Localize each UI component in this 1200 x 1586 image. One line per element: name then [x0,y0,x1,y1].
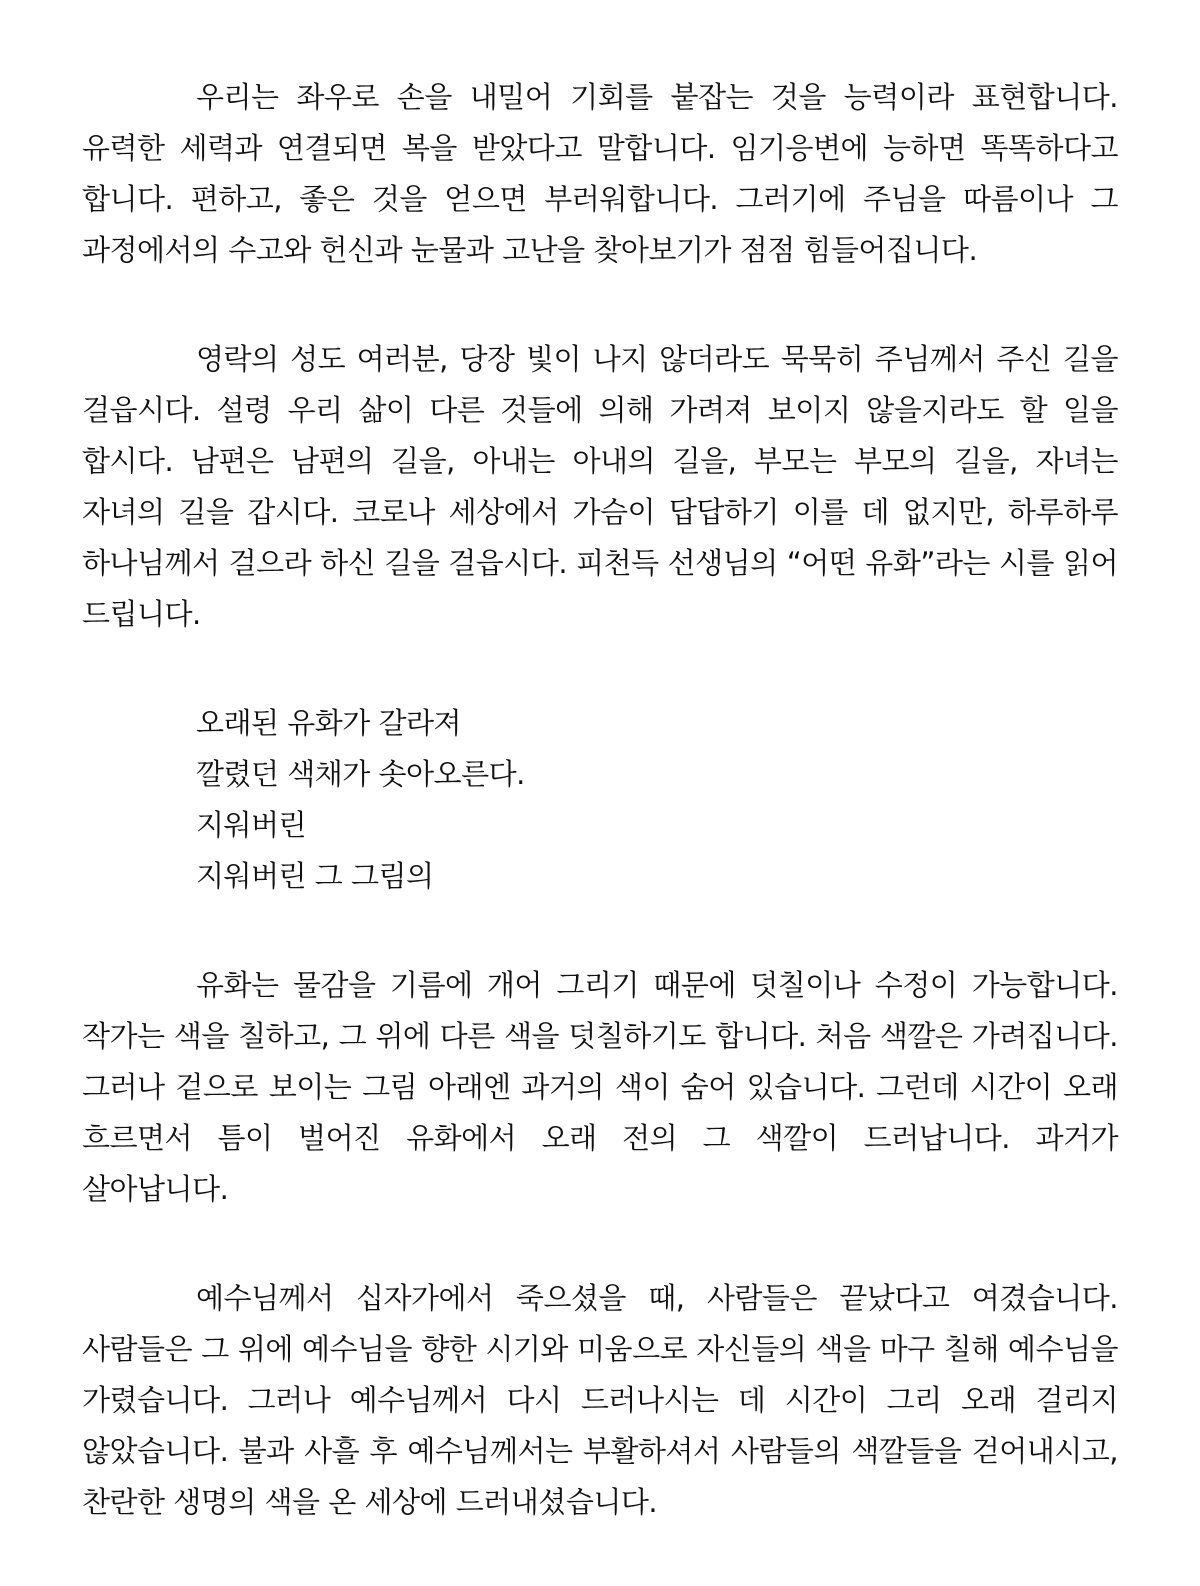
poem-line-4: 지워버린 그 그림의 [196,859,434,893]
poem-line-3: 지워버린 [196,808,307,842]
poem-block [196,698,1118,902]
poem-line-1: 오래된 유화가 갈라져 [196,706,462,740]
paragraph-2: 영락의 성도 여러분, 당장 빛이 나지 않더라도 묵묵히 주님께서 주신 길을 걸읍시다. 설령 우리 삶이 다른 것들에 의해 가려져 보이지 않을지라도 할 일을 합시다. 남편은 남편의 길을, 아내는 아내의 길을, 부모는 부모의 길을, 자녀는 자녀의 길을 갑시다. 코로나 세상에서 가슴이 답답하기 이를 데 없지만, 하루하루 하나님께서 걸으라 하신 길을 걸읍시다. 피천득 선생님의 “어떤 유화”라는 시를 읽어 드립니다. [82,342,1118,631]
poem-line-2: 깔렸던 색채가 솟아오른다. [196,757,525,791]
paragraph-4: 예수님께서 십자가에서 죽으셨을 때, 사람들은 끝났다고 여겼습니다. 사람들은 그 위에 예수님을 향한 시기와 미움으로 자신들의 색을 마구 칠해 예수님을 가렸습니다. 그러나 예수님께서 다시 드러나시는 데 시간이 그리 오래 걸리지 않았습니다. 불과 사흘 후 예수님께서는 부활하셔서 사람들의 색깔들을 걷어내시고, 찬란한 생명의 색을 온 세상에 드러내셨습니다. [82,1281,1118,1519]
document-page [82,72,1118,1586]
paragraph-3: 유화는 물감을 기름에 개어 그리기 때문에 덧칠이나 수정이 가능합니다. 작가는 색을 칠하고, 그 위에 다른 색을 덧칠하기도 합니다. 처음 색깔은 가려집니다. 그러나 겉으로 보이는 그림 아래엔 과거의 색이 숨어 있습니다. 그런데 시간이 오래 흐르면서 틈이 벌어진 유화에서 오래 전의 그 색깔이 드러납니다. 과거가 살아납니다. [82,968,1118,1206]
paragraph-1: 우리는 좌우로 손을 내밀어 기회를 붙잡는 것을 능력이라 표현합니다. 유력한 세력과 연결되면 복을 받았다고 말합니다. 임기응변에 능하면 똑똑하다고 합니다. 편하고, 좋은 것을 얻으면 부러워합니다. 그러기에 주님을 따름이나 그 과정에서의 수고와 헌신과 눈물과 고난을 찾아보기가 점점 힘들어집니다. [82,80,1118,267]
